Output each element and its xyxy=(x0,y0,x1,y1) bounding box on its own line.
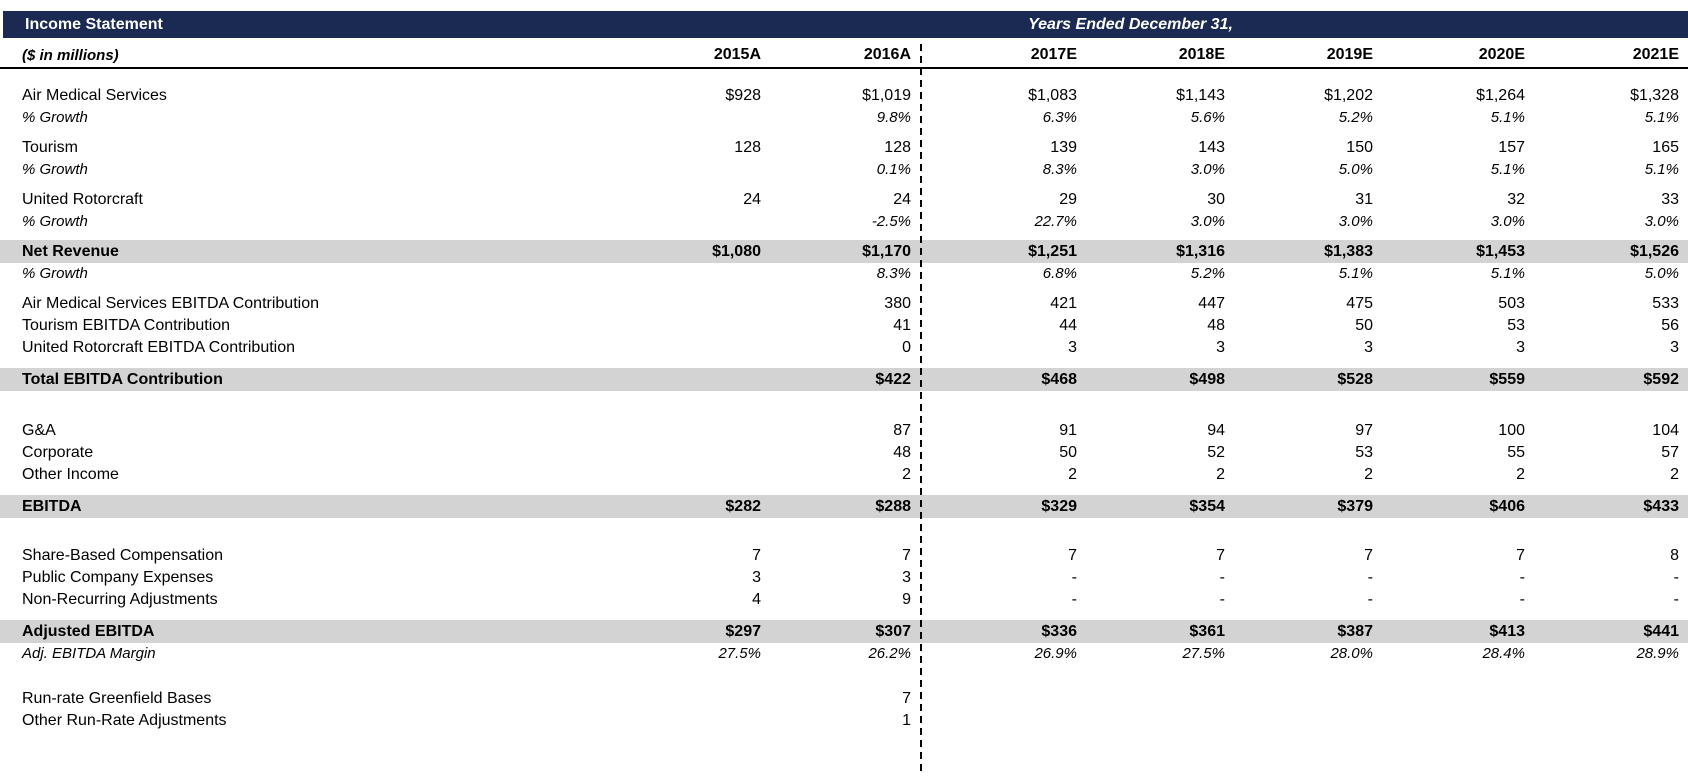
value-cell: 53 xyxy=(1355,444,1373,461)
row-label: EBITDA xyxy=(0,495,620,518)
value-cell: 8.3% xyxy=(876,265,911,282)
value-cell: 475 xyxy=(1346,295,1373,312)
value-cell: 28.4% xyxy=(1482,645,1525,662)
value-cell: 5.0% xyxy=(1338,161,1373,178)
value-cell: 24 xyxy=(743,191,761,208)
value-cell: 3.0% xyxy=(1644,213,1679,230)
value-cell: 32 xyxy=(1507,191,1525,208)
value-cell: $1,019 xyxy=(862,87,911,104)
spacer-cell xyxy=(0,129,1688,137)
table-row xyxy=(0,159,1688,181)
page-title: Income Statement xyxy=(25,15,163,33)
value-cell: $1,251 xyxy=(920,240,1086,263)
row-label: Air Medical Services xyxy=(22,87,167,104)
units-label: ($ in millions) xyxy=(0,40,620,68)
value-cell: 52 xyxy=(1207,444,1225,461)
column-header: 2018E xyxy=(1086,40,1234,68)
column-header: 2019E xyxy=(1234,40,1382,68)
spacer-row xyxy=(0,285,1688,293)
value-cell: 5.1% xyxy=(1490,265,1525,282)
value-cell: 380 xyxy=(884,295,911,312)
row-label: Adjusted EBITDA xyxy=(0,620,620,643)
value-cell: 2 xyxy=(1670,466,1679,483)
table-row xyxy=(0,567,1688,589)
row-label: % Growth xyxy=(22,213,88,230)
value-cell: 87 xyxy=(893,422,911,439)
row-label: United Rotorcraft EBITDA Contribution xyxy=(22,339,296,356)
value-cell: $282 xyxy=(620,495,770,518)
value-cell xyxy=(620,263,770,285)
value-cell: 48 xyxy=(1207,317,1225,334)
value-cell: 53 xyxy=(1507,317,1525,334)
value-cell: $1,202 xyxy=(1324,87,1373,104)
value-cell: $336 xyxy=(920,620,1086,643)
value-cell: 2 xyxy=(1516,466,1525,483)
column-header: 2016A xyxy=(770,40,920,68)
value-cell: 7 xyxy=(902,690,911,707)
value-cell xyxy=(1234,710,1382,732)
value-cell: 24 xyxy=(893,191,911,208)
table-row xyxy=(0,710,1688,732)
value-cell: 104 xyxy=(1652,422,1679,439)
value-cell: 165 xyxy=(1652,139,1679,156)
value-cell xyxy=(620,293,770,315)
spacer-row xyxy=(0,611,1688,620)
value-cell: 5.1% xyxy=(1644,109,1679,126)
spacer-cell xyxy=(0,359,1688,368)
value-cell: 3 xyxy=(1216,339,1225,356)
value-cell: 7 xyxy=(752,547,761,564)
row-label: % Growth xyxy=(22,265,88,282)
value-cell: 2 xyxy=(1364,466,1373,483)
value-cell xyxy=(620,211,770,233)
table-row xyxy=(0,545,1688,567)
value-cell: 3 xyxy=(752,569,761,586)
value-cell xyxy=(1086,710,1234,732)
value-cell: 5.1% xyxy=(1490,109,1525,126)
value-cell: 50 xyxy=(1059,444,1077,461)
value-cell: 3 xyxy=(1516,339,1525,356)
value-cell xyxy=(620,159,770,181)
table-row xyxy=(0,464,1688,486)
value-cell: 503 xyxy=(1498,295,1525,312)
value-cell: 139 xyxy=(1050,139,1077,156)
value-cell: 0.1% xyxy=(876,161,911,178)
value-cell: 44 xyxy=(1059,317,1077,334)
value-cell: 5.1% xyxy=(1338,265,1373,282)
row-label: Net Revenue xyxy=(0,240,620,263)
table-row xyxy=(0,420,1688,442)
value-cell xyxy=(620,710,770,732)
value-cell: 3 xyxy=(1670,339,1679,356)
value-cell xyxy=(620,420,770,442)
value-cell: 447 xyxy=(1198,295,1225,312)
row-label: % Growth xyxy=(22,109,88,126)
spacer-row xyxy=(0,391,1688,420)
value-cell xyxy=(1534,688,1688,710)
table-row xyxy=(0,337,1688,359)
table-row xyxy=(0,688,1688,710)
table-row xyxy=(0,620,1688,643)
value-cell: $592 xyxy=(1534,368,1688,391)
row-label: Other Income xyxy=(22,466,119,483)
value-cell xyxy=(620,337,770,359)
spacer-cell xyxy=(0,391,1688,420)
value-cell: 7 xyxy=(1068,547,1077,564)
value-cell xyxy=(1534,710,1688,732)
value-cell: - xyxy=(1219,591,1225,608)
value-cell: 5.0% xyxy=(1644,265,1679,282)
value-cell: 22.7% xyxy=(1034,213,1077,230)
value-cell: 8.3% xyxy=(1042,161,1077,178)
spacer-row xyxy=(0,518,1688,545)
value-cell: $1,143 xyxy=(1176,87,1225,104)
table-row xyxy=(0,137,1688,159)
value-cell: 533 xyxy=(1652,295,1679,312)
value-cell: 9.8% xyxy=(876,109,911,126)
value-cell: 94 xyxy=(1207,422,1225,439)
spacer-cell xyxy=(0,68,1688,85)
column-header: 2021E xyxy=(1534,40,1688,68)
value-cell: $1,383 xyxy=(1234,240,1382,263)
row-label: Run-rate Greenfield Bases xyxy=(22,690,212,707)
spacer-row xyxy=(0,181,1688,189)
value-cell: 29 xyxy=(1059,191,1077,208)
row-label: % Growth xyxy=(22,161,88,178)
value-cell: 8 xyxy=(1670,547,1679,564)
row-label: Adj. EBITDA Margin xyxy=(22,645,156,662)
spacer-row xyxy=(0,359,1688,368)
table-row xyxy=(0,107,1688,129)
value-cell: 421 xyxy=(1050,295,1077,312)
value-cell: 6.3% xyxy=(1042,109,1077,126)
spacer-cell xyxy=(0,665,1688,688)
value-cell: 7 xyxy=(1516,547,1525,564)
value-cell: 0 xyxy=(902,339,911,356)
income-statement-table xyxy=(0,40,1688,732)
value-cell: $1,083 xyxy=(1028,87,1077,104)
value-cell xyxy=(620,315,770,337)
value-cell: 31 xyxy=(1355,191,1373,208)
actuals-estimates-divider xyxy=(920,44,922,776)
value-cell: 143 xyxy=(1198,139,1225,156)
column-header-row xyxy=(0,40,1688,68)
value-cell: -2.5% xyxy=(871,213,911,230)
value-cell: 50 xyxy=(1355,317,1373,334)
value-cell: 3.0% xyxy=(1190,161,1225,178)
table-row xyxy=(0,315,1688,337)
spacer-cell xyxy=(0,486,1688,495)
value-cell: 7 xyxy=(1216,547,1225,564)
spacer-cell xyxy=(0,233,1688,240)
value-cell: 97 xyxy=(1355,422,1373,439)
value-cell: 5.1% xyxy=(1644,161,1679,178)
value-cell: 5.2% xyxy=(1338,109,1373,126)
value-cell: $297 xyxy=(620,620,770,643)
value-cell: - xyxy=(1367,569,1373,586)
value-cell: $1,264 xyxy=(1476,87,1525,104)
years-ended-label: Years Ended December 31, xyxy=(1028,15,1233,33)
value-cell: 26.2% xyxy=(868,645,911,662)
value-cell: 2 xyxy=(1216,466,1225,483)
value-cell: 57 xyxy=(1661,444,1679,461)
value-cell xyxy=(620,368,770,391)
spacer-cell xyxy=(0,518,1688,545)
value-cell: - xyxy=(1519,591,1525,608)
spacer-row xyxy=(0,486,1688,495)
table-row xyxy=(0,442,1688,464)
row-label: Share-Based Compensation xyxy=(22,547,224,564)
value-cell: - xyxy=(1519,569,1525,586)
value-cell: 6.8% xyxy=(1042,265,1077,282)
value-cell xyxy=(620,688,770,710)
value-cell: 100 xyxy=(1498,422,1525,439)
table-row xyxy=(0,643,1688,665)
row-label: Total EBITDA Contribution xyxy=(0,368,620,391)
value-cell: 26.9% xyxy=(1034,645,1077,662)
value-cell: 3.0% xyxy=(1190,213,1225,230)
value-cell: 128 xyxy=(884,139,911,156)
value-cell: 55 xyxy=(1507,444,1525,461)
value-cell xyxy=(920,688,1086,710)
table-row xyxy=(0,368,1688,391)
spacer-row xyxy=(0,233,1688,240)
value-cell: - xyxy=(1367,591,1373,608)
value-cell: $379 xyxy=(1234,495,1382,518)
value-cell xyxy=(920,710,1086,732)
value-cell xyxy=(620,442,770,464)
value-cell: 150 xyxy=(1346,139,1373,156)
value-cell: 27.5% xyxy=(1182,645,1225,662)
column-header: 2015A xyxy=(620,40,770,68)
value-cell: $387 xyxy=(1234,620,1382,643)
table-row xyxy=(0,263,1688,285)
value-cell: 56 xyxy=(1661,317,1679,334)
row-label: Other Run-Rate Adjustments xyxy=(22,712,227,729)
value-cell: 9 xyxy=(902,591,911,608)
value-cell: 27.5% xyxy=(718,645,761,662)
table-row xyxy=(0,240,1688,263)
value-cell: $433 xyxy=(1534,495,1688,518)
value-cell: 3.0% xyxy=(1490,213,1525,230)
row-label: Tourism xyxy=(22,139,79,156)
title-bar xyxy=(3,11,1688,38)
value-cell: $559 xyxy=(1382,368,1534,391)
value-cell: 91 xyxy=(1059,422,1077,439)
table-row xyxy=(0,293,1688,315)
value-cell: 4 xyxy=(752,591,761,608)
spacer-cell xyxy=(0,611,1688,620)
value-cell: 33 xyxy=(1661,191,1679,208)
value-cell xyxy=(620,464,770,486)
value-cell: $1,526 xyxy=(1534,240,1688,263)
value-cell: $498 xyxy=(1086,368,1234,391)
spacer-row xyxy=(0,665,1688,688)
value-cell: 1 xyxy=(902,712,911,729)
value-cell: 3 xyxy=(902,569,911,586)
value-cell: - xyxy=(1219,569,1225,586)
value-cell: 3 xyxy=(1068,339,1077,356)
value-cell: 5.2% xyxy=(1190,265,1225,282)
value-cell: - xyxy=(1673,569,1679,586)
column-header: 2017E xyxy=(920,40,1086,68)
value-cell: $307 xyxy=(770,620,920,643)
value-cell: 7 xyxy=(1364,547,1373,564)
table-row xyxy=(0,189,1688,211)
row-label: Corporate xyxy=(22,444,94,461)
row-label: Air Medical Services EBITDA Contribution xyxy=(22,295,319,312)
value-cell: $422 xyxy=(770,368,920,391)
value-cell xyxy=(1086,688,1234,710)
table-row xyxy=(0,589,1688,611)
value-cell: 28.9% xyxy=(1636,645,1679,662)
value-cell xyxy=(1382,710,1534,732)
value-cell: $1,328 xyxy=(1630,87,1679,104)
value-cell: - xyxy=(1071,591,1077,608)
table-body xyxy=(0,68,1688,732)
value-cell: $468 xyxy=(920,368,1086,391)
row-label: Non-Recurring Adjustments xyxy=(22,591,218,608)
value-cell: $406 xyxy=(1382,495,1534,518)
table-row xyxy=(0,211,1688,233)
row-label: Public Company Expenses xyxy=(22,569,214,586)
value-cell: $1,080 xyxy=(620,240,770,263)
value-cell: 48 xyxy=(893,444,911,461)
column-header: 2020E xyxy=(1382,40,1534,68)
value-cell xyxy=(1382,688,1534,710)
spacer-cell xyxy=(0,181,1688,189)
value-cell: $441 xyxy=(1534,620,1688,643)
value-cell: $1,316 xyxy=(1086,240,1234,263)
value-cell: 2 xyxy=(902,466,911,483)
value-cell: $1,170 xyxy=(770,240,920,263)
value-cell: 3 xyxy=(1364,339,1373,356)
value-cell: 41 xyxy=(893,317,911,334)
value-cell: 5.1% xyxy=(1490,161,1525,178)
value-cell: $928 xyxy=(725,87,761,104)
spacer-row xyxy=(0,68,1688,85)
value-cell: $354 xyxy=(1086,495,1234,518)
value-cell: $413 xyxy=(1382,620,1534,643)
row-label: Tourism EBITDA Contribution xyxy=(22,317,231,334)
spacer-cell xyxy=(0,285,1688,293)
spacer-row xyxy=(0,129,1688,137)
value-cell: 157 xyxy=(1498,139,1525,156)
value-cell: 28.0% xyxy=(1330,645,1373,662)
value-cell: - xyxy=(1071,569,1077,586)
value-cell: 2 xyxy=(1068,466,1077,483)
value-cell xyxy=(1234,688,1382,710)
value-cell: 7 xyxy=(902,547,911,564)
value-cell: - xyxy=(1673,591,1679,608)
value-cell: $528 xyxy=(1234,368,1382,391)
value-cell: 3.0% xyxy=(1338,213,1373,230)
value-cell xyxy=(620,107,770,129)
row-label: G&A xyxy=(22,422,56,439)
value-cell: 128 xyxy=(734,139,761,156)
value-cell: $361 xyxy=(1086,620,1234,643)
value-cell: 5.6% xyxy=(1190,109,1225,126)
row-label: United Rotorcraft xyxy=(22,191,143,208)
value-cell: 30 xyxy=(1207,191,1225,208)
value-cell: $329 xyxy=(920,495,1086,518)
value-cell: $1,453 xyxy=(1382,240,1534,263)
table-row xyxy=(0,85,1688,107)
value-cell: $288 xyxy=(770,495,920,518)
table-row xyxy=(0,495,1688,518)
